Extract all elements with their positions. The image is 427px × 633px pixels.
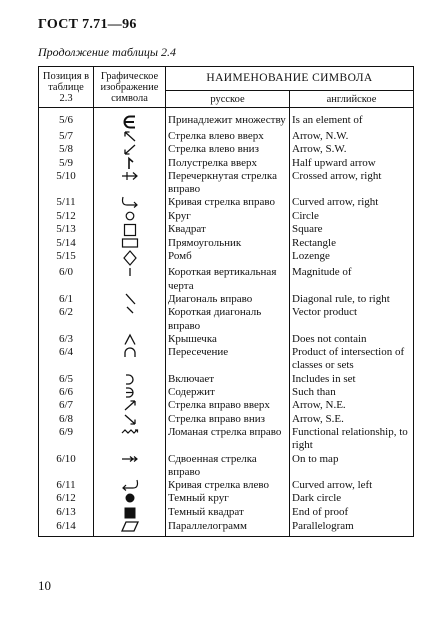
russian-name-cell: Темный круг bbox=[166, 492, 290, 505]
russian-name-cell: Сдвоенная стрелка вправо bbox=[166, 453, 290, 480]
lozenge-icon bbox=[96, 250, 163, 266]
table-row bbox=[39, 223, 414, 237]
table-row bbox=[39, 170, 414, 197]
symbol-cell bbox=[94, 333, 166, 346]
position-cell: 6/9 bbox=[39, 426, 94, 453]
position-cell: 6/6 bbox=[39, 386, 94, 399]
square-icon bbox=[96, 223, 163, 237]
russian-name-cell: Стрелка вправо вниз bbox=[166, 413, 290, 426]
symbol-cell bbox=[94, 223, 166, 237]
english-name-cell: Does not contain bbox=[290, 333, 414, 346]
short-vertical-bar-icon bbox=[96, 266, 163, 278]
symbol-cell bbox=[94, 506, 166, 520]
russian-name-cell: Принадлежит множеству bbox=[166, 108, 290, 131]
double-arrow-icon bbox=[96, 453, 163, 465]
english-name-cell: Arrow, S.E. bbox=[290, 413, 414, 426]
rectangle-icon bbox=[96, 237, 163, 249]
position-cell: 6/10 bbox=[39, 453, 94, 480]
position-cell: 6/7 bbox=[39, 399, 94, 412]
symbol-cell bbox=[94, 426, 166, 453]
table-row bbox=[39, 399, 414, 412]
russian-name-cell: Ромб bbox=[166, 250, 290, 266]
position-cell: 5/13 bbox=[39, 223, 94, 237]
english-name-cell: Is an element of bbox=[290, 108, 414, 131]
symbol-cell bbox=[94, 237, 166, 250]
position-cell: 5/11 bbox=[39, 196, 94, 209]
table-row bbox=[39, 333, 414, 346]
russian-name-cell: Включает bbox=[166, 373, 290, 386]
table-continuation-caption: Продолжение таблицы 2.4 bbox=[38, 45, 177, 59]
vector-product-icon bbox=[96, 306, 163, 316]
english-name-cell: Arrow, N.E. bbox=[290, 399, 414, 412]
symbols-table bbox=[38, 66, 414, 537]
russian-name-cell: Кривая стрелка влево bbox=[166, 479, 290, 492]
column-header-position: Позиция в таблице 2.3 bbox=[39, 67, 94, 108]
symbol-cell bbox=[94, 306, 166, 333]
column-header-english: английское bbox=[290, 91, 414, 108]
position-cell: 6/1 bbox=[39, 293, 94, 306]
table-row bbox=[39, 130, 414, 143]
symbol-cell bbox=[94, 399, 166, 412]
russian-name-cell: Круг bbox=[166, 210, 290, 223]
table-row bbox=[39, 143, 414, 156]
russian-name-cell: Стрелка влево вниз bbox=[166, 143, 290, 156]
english-name-cell: Dark circle bbox=[290, 492, 414, 505]
symbol-cell bbox=[94, 210, 166, 223]
column-header-name: НАИМЕНОВАНИЕ СИМВОЛА bbox=[166, 67, 414, 91]
english-name-cell: End of proof bbox=[290, 506, 414, 520]
crossed-arrow-icon bbox=[96, 170, 163, 182]
symbol-cell bbox=[94, 479, 166, 492]
english-name-cell: Rectangle bbox=[290, 237, 414, 250]
symbol-cell bbox=[94, 170, 166, 197]
russian-name-cell: Пересечение bbox=[166, 346, 290, 373]
position-cell: 6/11 bbox=[39, 479, 94, 492]
table-row bbox=[39, 266, 414, 293]
caret-icon bbox=[96, 333, 163, 346]
table-row bbox=[39, 210, 414, 223]
position-cell: 5/6 bbox=[39, 108, 94, 131]
table-row bbox=[39, 108, 414, 131]
table-row bbox=[39, 157, 414, 170]
table-row bbox=[39, 520, 414, 537]
table-row bbox=[39, 346, 414, 373]
russian-name-cell: Полустрелка вверх bbox=[166, 157, 290, 170]
symbol-cell bbox=[94, 250, 166, 266]
parallelogram-icon bbox=[96, 520, 163, 533]
english-name-cell: Circle bbox=[290, 210, 414, 223]
english-name-cell: Curved arrow, right bbox=[290, 196, 414, 209]
table-row bbox=[39, 293, 414, 306]
symbol-cell bbox=[94, 386, 166, 399]
table-row bbox=[39, 250, 414, 266]
english-name-cell: Vector product bbox=[290, 306, 414, 333]
english-name-cell: Half upward arrow bbox=[290, 157, 414, 170]
russian-name-cell: Короткая диагональ вправо bbox=[166, 306, 290, 333]
table-row bbox=[39, 506, 414, 520]
arrow-up-left-icon bbox=[96, 130, 163, 143]
table-row bbox=[39, 386, 414, 399]
symbol-cell bbox=[94, 196, 166, 209]
symbol-cell bbox=[94, 130, 166, 143]
russian-name-cell: Кривая стрелка вправо bbox=[166, 196, 290, 209]
table-row bbox=[39, 492, 414, 505]
russian-name-cell: Ломаная стрелка вправо bbox=[166, 426, 290, 453]
symbol-cell bbox=[94, 293, 166, 306]
symbol-cell bbox=[94, 266, 166, 293]
wavy-arrow-icon bbox=[96, 426, 163, 438]
half-upward-arrow-icon bbox=[96, 157, 163, 170]
standard-header: ГОСТ 7.71—96 bbox=[38, 17, 137, 32]
russian-name-cell: Темный квадрат bbox=[166, 506, 290, 520]
arrow-down-right-icon bbox=[96, 413, 163, 426]
symbol-cell bbox=[94, 520, 166, 537]
position-cell: 6/0 bbox=[39, 266, 94, 293]
table-row bbox=[39, 453, 414, 480]
contains-icon bbox=[96, 386, 163, 399]
russian-name-cell: Содержит bbox=[166, 386, 290, 399]
english-name-cell: Square bbox=[290, 223, 414, 237]
includes-icon bbox=[96, 373, 163, 386]
table-row bbox=[39, 196, 414, 209]
position-cell: 5/14 bbox=[39, 237, 94, 250]
symbol-cell bbox=[94, 143, 166, 156]
russian-name-cell: Крышечка bbox=[166, 333, 290, 346]
diagonal-rule-icon bbox=[96, 293, 163, 306]
symbol-cell bbox=[94, 157, 166, 170]
table-row bbox=[39, 373, 414, 386]
symbol-cell bbox=[94, 373, 166, 386]
russian-name-cell: Стрелка влево вверх bbox=[166, 130, 290, 143]
position-cell: 5/8 bbox=[39, 143, 94, 156]
english-name-cell: Product of intersection of classes or sets bbox=[290, 346, 414, 373]
page-number: 10 bbox=[38, 578, 51, 593]
table-row bbox=[39, 426, 414, 453]
english-name-cell: Parallelogram bbox=[290, 520, 414, 537]
english-name-cell: Curved arrow, left bbox=[290, 479, 414, 492]
position-cell: 6/14 bbox=[39, 520, 94, 537]
column-header-russian: русское bbox=[166, 91, 290, 108]
symbol-cell bbox=[94, 492, 166, 505]
russian-name-cell: Параллелограмм bbox=[166, 520, 290, 537]
position-cell: 5/9 bbox=[39, 157, 94, 170]
position-cell: 6/12 bbox=[39, 492, 94, 505]
circle-icon bbox=[96, 210, 163, 222]
russian-name-cell: Короткая вертикальная черта bbox=[166, 266, 290, 293]
curved-arrow-left-icon bbox=[96, 479, 163, 491]
english-name-cell: Diagonal rule, to right bbox=[290, 293, 414, 306]
position-cell: 6/4 bbox=[39, 346, 94, 373]
russian-name-cell: Перечеркнутая стрелка вправо bbox=[166, 170, 290, 197]
table-row bbox=[39, 413, 414, 426]
position-cell: 5/10 bbox=[39, 170, 94, 197]
table-row bbox=[39, 306, 414, 333]
english-name-cell: Functional relationship, to right bbox=[290, 426, 414, 453]
russian-name-cell: Квадрат bbox=[166, 223, 290, 237]
english-name-cell: Crossed arrow, right bbox=[290, 170, 414, 197]
english-name-cell: Lozenge bbox=[290, 250, 414, 266]
position-cell: 6/8 bbox=[39, 413, 94, 426]
english-name-cell: Arrow, S.W. bbox=[290, 143, 414, 156]
position-cell: 5/15 bbox=[39, 250, 94, 266]
position-cell: 5/12 bbox=[39, 210, 94, 223]
english-name-cell: Arrow, N.W. bbox=[290, 130, 414, 143]
table-row bbox=[39, 237, 414, 250]
arrow-up-right-icon bbox=[96, 399, 163, 412]
english-name-cell: Includes in set bbox=[290, 373, 414, 386]
symbol-cell bbox=[94, 413, 166, 426]
english-name-cell: Magnitude of bbox=[290, 266, 414, 293]
position-cell: 6/5 bbox=[39, 373, 94, 386]
english-name-cell: Such than bbox=[290, 386, 414, 399]
symbol-cell bbox=[94, 346, 166, 373]
russian-name-cell: Стрелка вправо вверх bbox=[166, 399, 290, 412]
column-header-graphic: Графическое изображение символа bbox=[94, 67, 166, 108]
english-name-cell: On to map bbox=[290, 453, 414, 480]
position-cell: 5/7 bbox=[39, 130, 94, 143]
table-row bbox=[39, 479, 414, 492]
position-cell: 6/3 bbox=[39, 333, 94, 346]
symbol-cell bbox=[94, 453, 166, 480]
intersection-icon bbox=[96, 346, 163, 359]
position-cell: 6/13 bbox=[39, 506, 94, 520]
symbol-cell bbox=[94, 108, 166, 131]
russian-name-cell: Прямоугольник bbox=[166, 237, 290, 250]
arrow-down-left-icon bbox=[96, 143, 163, 156]
element-of-icon bbox=[96, 114, 163, 130]
filled-square-icon bbox=[96, 506, 163, 520]
curved-arrow-right-icon bbox=[96, 196, 163, 208]
russian-name-cell: Диагональ вправо bbox=[166, 293, 290, 306]
position-cell: 6/2 bbox=[39, 306, 94, 333]
filled-circle-icon bbox=[96, 492, 163, 504]
